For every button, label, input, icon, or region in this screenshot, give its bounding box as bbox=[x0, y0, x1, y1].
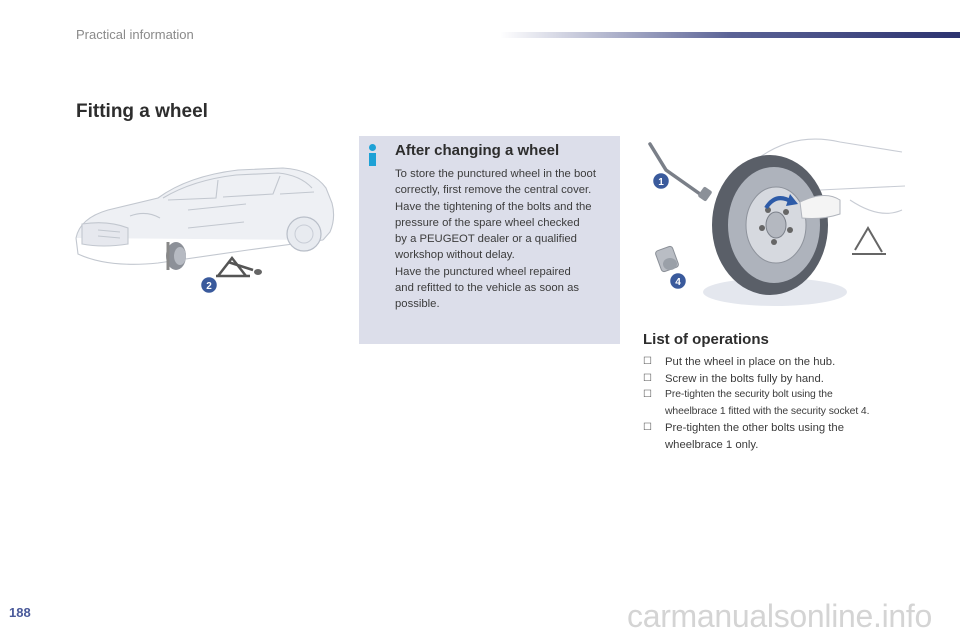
page-title: Fitting a wheel bbox=[76, 101, 208, 122]
operation-item bbox=[643, 387, 903, 420]
info-line: and refitted to the vehicle as soon as bbox=[395, 282, 580, 295]
info-line: by a PEUGEOT dealer or a qualified bbox=[395, 233, 577, 246]
info-line: To store the punctured wheel in the boot bbox=[395, 168, 596, 180]
operation-text: wheelbrace 1 only. bbox=[665, 438, 759, 451]
car-jack-illustration bbox=[68, 158, 343, 303]
callout-4-label: 4 bbox=[675, 277, 681, 288]
operation-item bbox=[643, 371, 903, 388]
info-box-body bbox=[395, 166, 617, 313]
operation-text: Put the wheel in place on the hub. bbox=[665, 356, 836, 368]
checkbox-bullet-icon: ☐ bbox=[643, 372, 652, 384]
operation-text: Pre-tighten the other bolts using the bbox=[665, 422, 844, 434]
wheel-fitting-illustration bbox=[640, 130, 915, 315]
wheel bbox=[712, 155, 828, 295]
checkbox-bullet-icon: ☐ bbox=[643, 356, 652, 367]
operations-list bbox=[643, 354, 903, 453]
security-socket bbox=[655, 246, 679, 273]
info-line: Have the tightening of the bolts and the bbox=[395, 200, 592, 213]
info-icon bbox=[366, 143, 380, 167]
jack bbox=[216, 258, 253, 276]
callout-2-label: 2 bbox=[206, 281, 212, 292]
watermark: carmanualsonline.info bbox=[627, 598, 932, 634]
operation-text: wheelbrace 1 fitted with the security socket 4. bbox=[665, 405, 870, 417]
operation-item bbox=[643, 420, 903, 453]
info-line: workshop without delay. bbox=[395, 249, 515, 262]
checkbox-bullet-icon: ☐ bbox=[643, 422, 652, 433]
info-line: possible. bbox=[395, 298, 440, 311]
page-number: 188 bbox=[9, 605, 31, 620]
callout-1-label: 1 bbox=[658, 177, 664, 188]
header-section-label: Practical information bbox=[76, 27, 194, 42]
info-line: Have the punctured wheel repaired bbox=[395, 265, 571, 278]
operations-title: List of operations bbox=[643, 331, 769, 348]
operation-text: Pre-tighten the security bolt using the bbox=[665, 389, 833, 400]
info-line: correctly, first remove the central cover. bbox=[395, 184, 592, 197]
header-gradient-bar bbox=[500, 32, 960, 38]
jack-right bbox=[852, 228, 886, 254]
operation-text: Screw in the bolts fully by hand. bbox=[665, 372, 824, 385]
info-line: pressure of the spare wheel checked bbox=[395, 216, 580, 229]
operation-item bbox=[643, 354, 903, 371]
checkbox-bullet-icon: ☐ bbox=[643, 389, 652, 400]
info-box-title: After changing a wheel bbox=[395, 142, 560, 159]
